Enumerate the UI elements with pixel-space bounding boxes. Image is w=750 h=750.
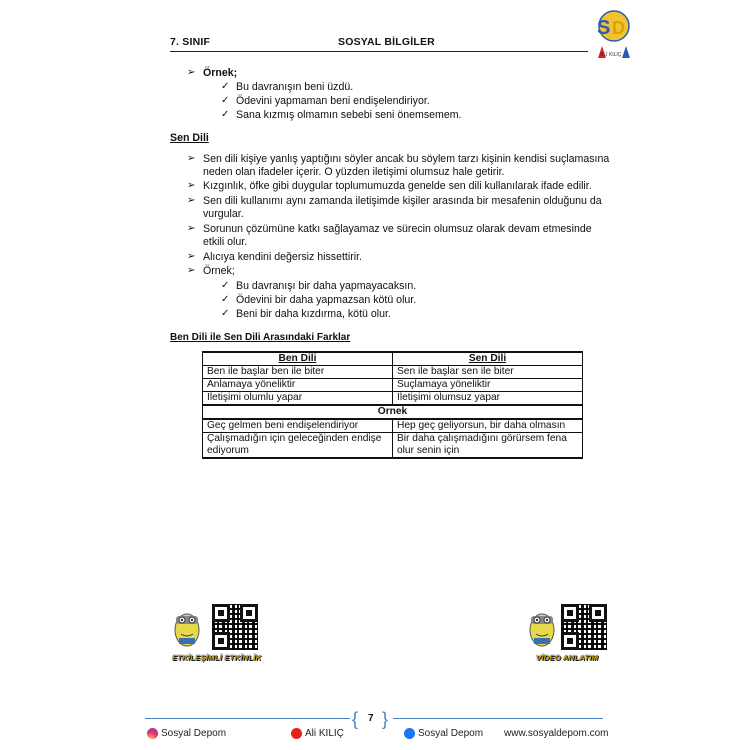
interactive-activity-badge[interactable]: ETKİLEŞİMLİ ETKİNLİK bbox=[172, 653, 262, 662]
arrow-bullet-icon: ➢ bbox=[187, 251, 196, 262]
subject-label: SOSYAL BİLGİLER bbox=[338, 36, 435, 48]
sen-dili-example: Bu davranışı bir daha yapmayacaksın. bbox=[236, 280, 417, 292]
robot-mascot-icon bbox=[170, 604, 204, 652]
sen-dili-bullet: vurgular. bbox=[203, 208, 244, 220]
table-cell: İletişimi olumlu yapar bbox=[203, 392, 393, 406]
column-header-sen-dili: Sen Dili bbox=[393, 352, 583, 366]
sen-dili-bullet: Kızgınlık, öfke gibi duygular toplumumuzda genelde sen dili kullanılarak ifade edilir. bbox=[203, 180, 592, 192]
table-cell: Sen ile başlar sen ile biter bbox=[393, 366, 583, 379]
arrow-bullet-icon: ➢ bbox=[187, 223, 196, 234]
youtube-icon[interactable] bbox=[291, 728, 302, 739]
table-cell: Suçlamaya yöneliktir bbox=[393, 379, 583, 392]
table-row bbox=[203, 392, 583, 406]
table-header-row bbox=[203, 352, 583, 366]
sd-logo bbox=[590, 4, 638, 60]
check-icon: ✓ bbox=[221, 294, 230, 305]
footer-brand-instagram[interactable]: Sosyal Depom bbox=[161, 728, 227, 739]
video-lesson-badge[interactable]: VİDEO ANLATIM bbox=[536, 653, 599, 662]
table-row bbox=[203, 379, 583, 392]
section1-item: Ödevini yapmaman beni endişelendiriyor. bbox=[236, 95, 430, 107]
check-icon: ✓ bbox=[221, 81, 230, 92]
ornek-label: Örnek bbox=[203, 405, 583, 419]
page-number: 7 bbox=[368, 713, 374, 724]
sen-dili-bullet: neden olan ifadeler içerir. O yüzden iletişimi olumsuz hale getirir. bbox=[203, 166, 505, 178]
sen-dili-example: Beni bir daha kızdırma, kötü olur. bbox=[236, 308, 391, 320]
sen-dili-bullet: Alıcıya kendini değersiz hissettirir. bbox=[203, 251, 362, 263]
footer-brand-facebook[interactable]: Sosyal Depom bbox=[418, 728, 484, 739]
table-cell: Ben ile başlar ben ile biter bbox=[203, 366, 393, 379]
sen-dili-title: Sen Dili bbox=[170, 132, 209, 144]
header-rule bbox=[170, 51, 588, 52]
sen-dili-bullet: Örnek; bbox=[203, 265, 235, 277]
arrow-bullet-icon: ➢ bbox=[187, 153, 196, 164]
robot-mascot-icon bbox=[525, 604, 559, 652]
check-icon: ✓ bbox=[221, 95, 230, 106]
grade-label: 7. SINIF bbox=[170, 36, 211, 48]
sen-dili-bullet: Sorunun çözümüne katkı sağlayamaz ve sürecin olumsuz olarak devam etmesinde bbox=[203, 223, 592, 235]
qr-code-left[interactable] bbox=[212, 604, 258, 650]
instagram-icon[interactable] bbox=[147, 728, 158, 739]
sen-dili-example: Ödevini bir daha yapmazsan kötü olur. bbox=[236, 294, 417, 306]
sen-dili-bullet: Sen dili kişiye yanlış yaptığını söyler ancak bu söylem tarzı kişinin kendisi suçlamasına bbox=[203, 153, 610, 165]
section1-item: Sana kızmış olmamın sebebi seni önemsemem. bbox=[236, 109, 462, 121]
table-row bbox=[203, 419, 583, 433]
logo-author: ALİ KILIÇ bbox=[600, 52, 622, 58]
table-cell: Hep geç geliyorsun, bir daha olmasın bbox=[393, 419, 583, 433]
footer-author-youtube[interactable]: Ali KILIÇ bbox=[305, 728, 344, 739]
table-ornek-row bbox=[203, 405, 583, 419]
table-row bbox=[203, 433, 583, 459]
arrow-bullet-icon: ➢ bbox=[187, 67, 196, 78]
footer-line-right bbox=[393, 718, 603, 719]
footer-website[interactable]: www.sosyaldepom.com bbox=[504, 728, 609, 739]
table-row bbox=[203, 366, 583, 379]
table-cell: İletişimi olumsuz yapar bbox=[393, 392, 583, 406]
arrow-bullet-icon: ➢ bbox=[187, 195, 196, 206]
facebook-icon[interactable] bbox=[404, 728, 415, 739]
section1-label: Örnek; bbox=[203, 67, 238, 79]
table-cell: Geç gelmen beni endişelendiriyor bbox=[203, 419, 393, 433]
footer-line-left bbox=[145, 718, 350, 719]
page-number-brace-left: { bbox=[352, 709, 359, 729]
qr-code-right[interactable] bbox=[561, 604, 607, 650]
sen-dili-bullet: etkili olur. bbox=[203, 236, 248, 248]
column-header-ben-dili: Ben Dili bbox=[203, 352, 393, 366]
arrow-bullet-icon: ➢ bbox=[187, 265, 196, 276]
section1-item: Bu davranışın beni üzdü. bbox=[236, 81, 354, 93]
table-cell: Çalışmadığın için geleceğinden endişe ediyorum bbox=[203, 433, 393, 459]
table-title: Ben Dili ile Sen Dili Arasındaki Farklar bbox=[170, 332, 351, 343]
page-number-brace-right: } bbox=[382, 709, 389, 729]
table-cell: Anlamaya yöneliktir bbox=[203, 379, 393, 392]
svg-text:S: S bbox=[597, 17, 611, 39]
table-cell: Bir daha çalışmadığını görürsem fena olur senin için bbox=[393, 433, 583, 459]
svg-text:D: D bbox=[612, 18, 625, 38]
sen-dili-bullet: Sen dili kullanımı aynı zamanda iletişimde kişiler arasında bir mesafenin olduğunu da bbox=[203, 195, 602, 207]
check-icon: ✓ bbox=[221, 109, 230, 120]
check-icon: ✓ bbox=[221, 280, 230, 291]
comparison-table bbox=[202, 351, 583, 459]
arrow-bullet-icon: ➢ bbox=[187, 180, 196, 191]
check-icon: ✓ bbox=[221, 308, 230, 319]
